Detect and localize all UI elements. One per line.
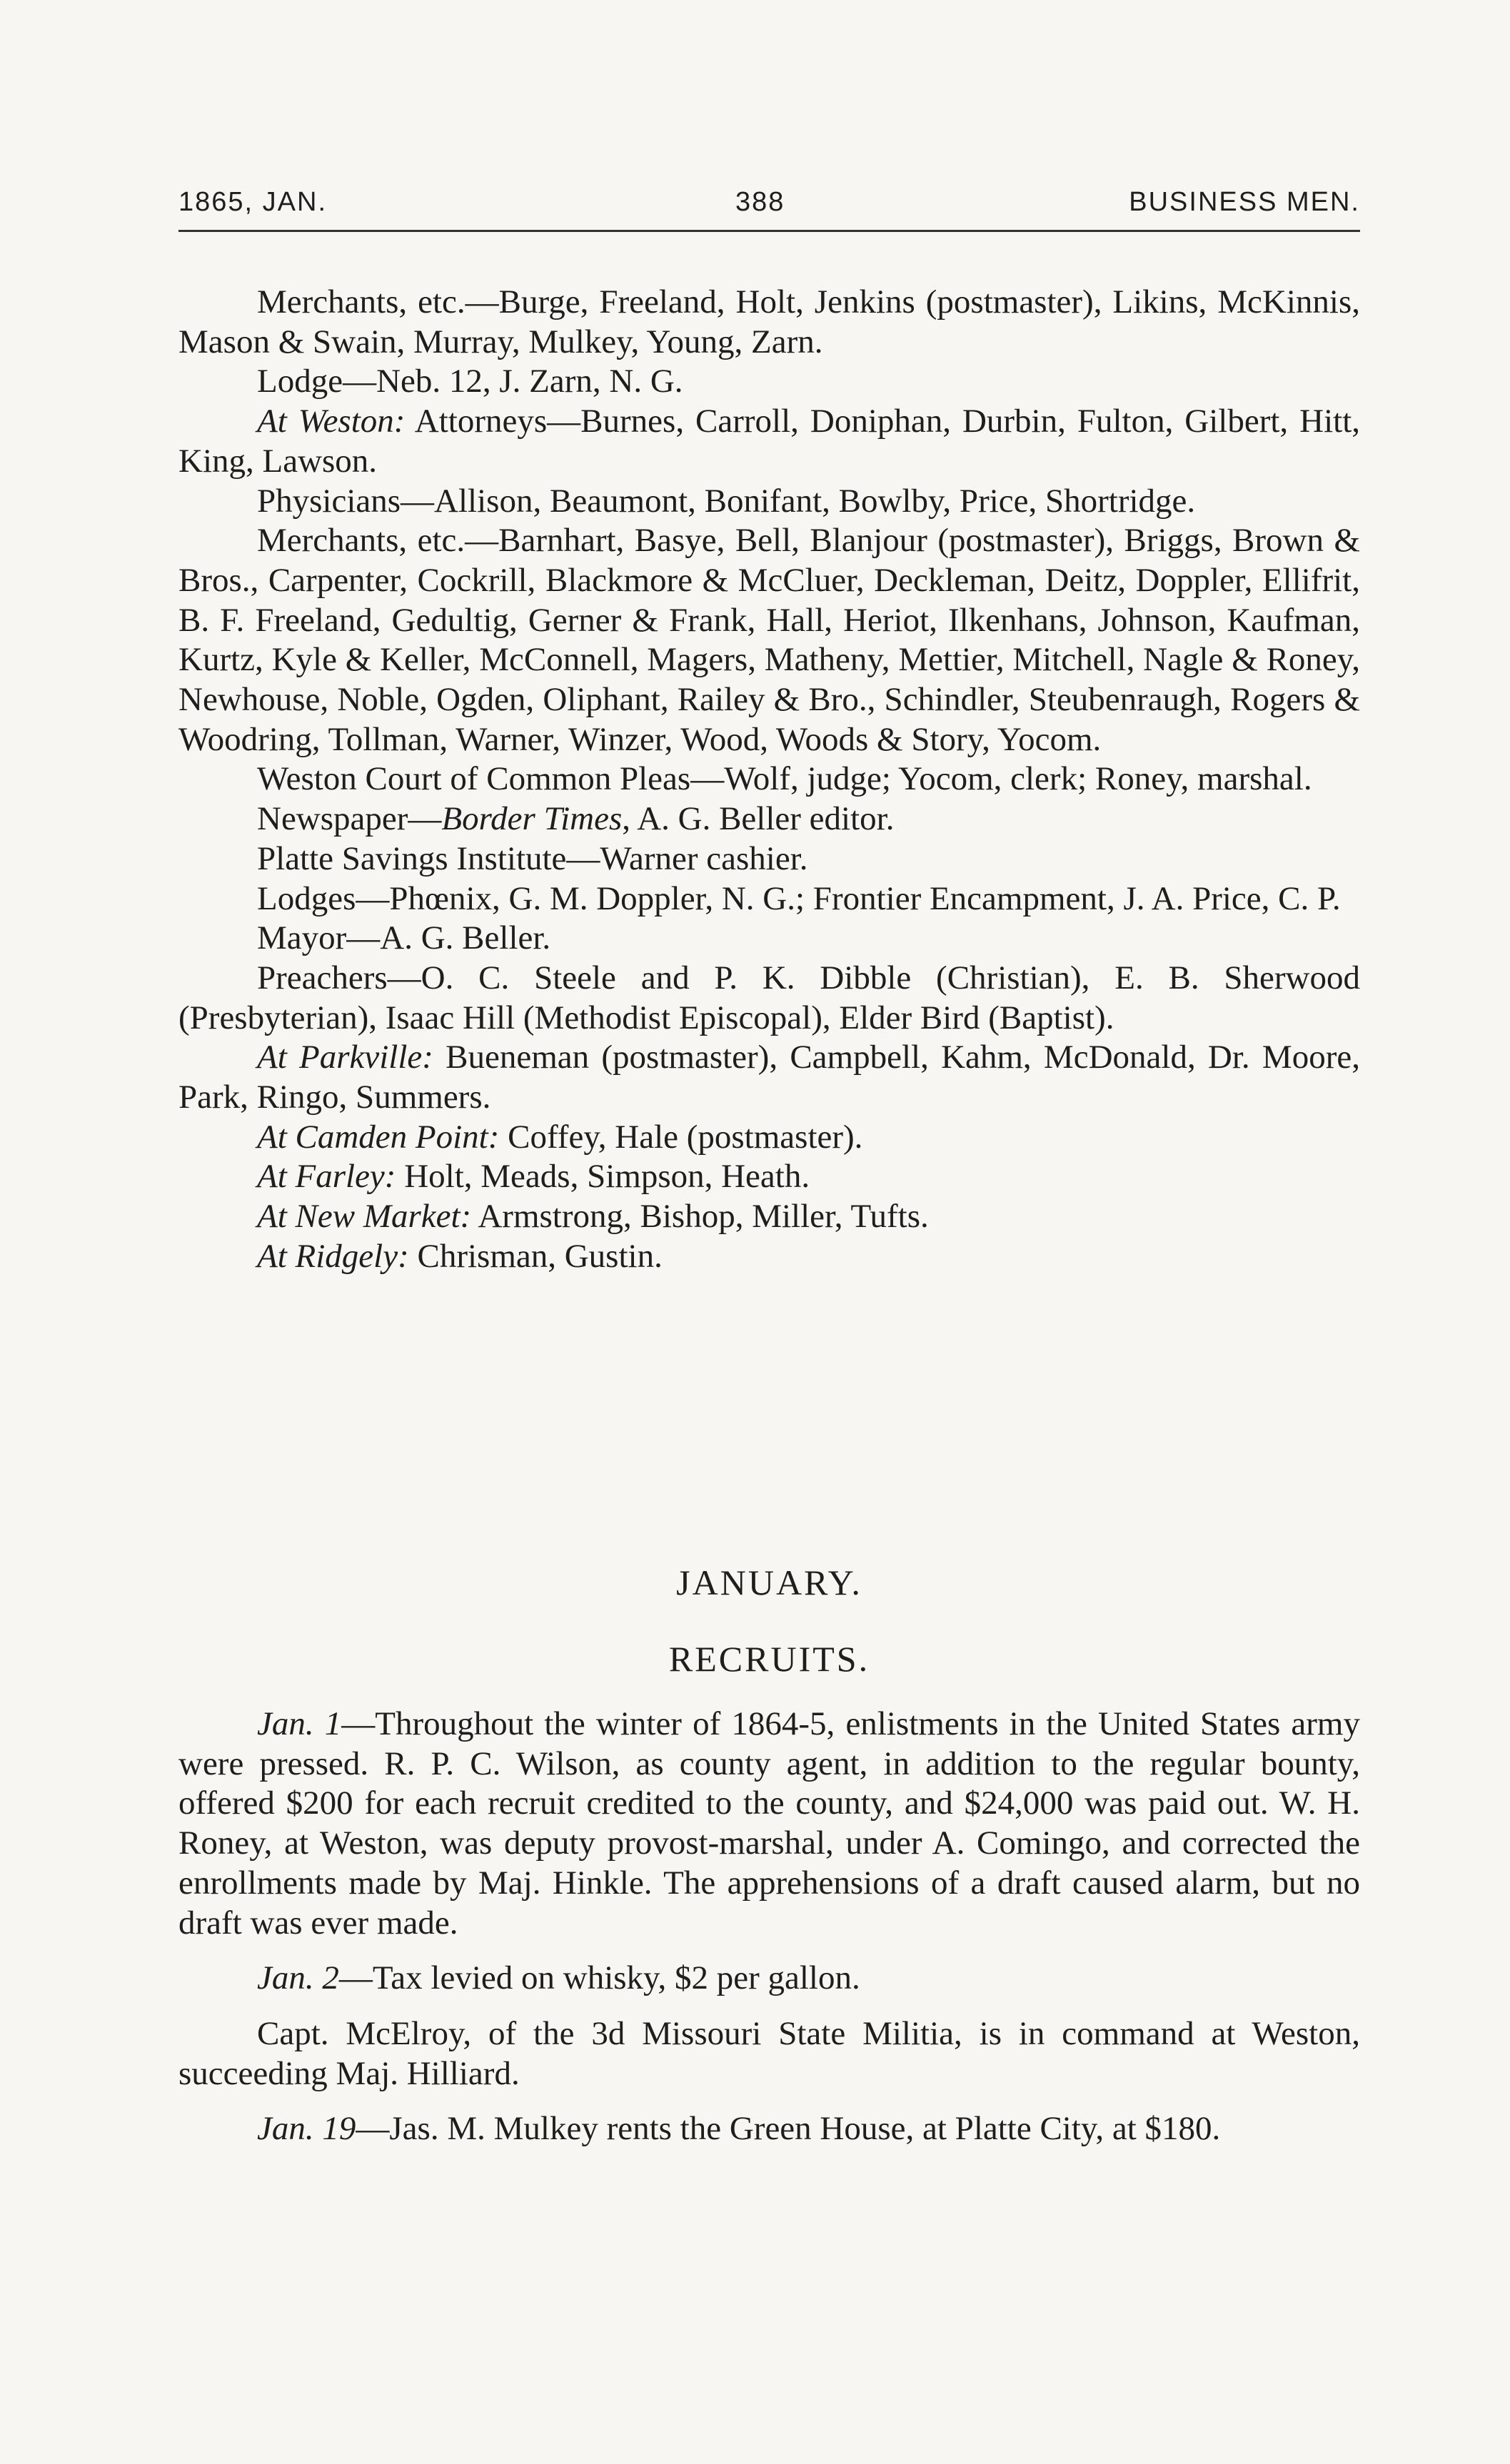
place-label: At Weston: bbox=[257, 403, 406, 440]
month-heading: JANUARY. bbox=[676, 1562, 862, 1602]
paragraph-farley: At Farley: Holt, Meads, Simpson, Heath. bbox=[257, 1158, 810, 1196]
paragraph-weston-attorneys: At Weston: Attorneys—Burnes, Carroll, Doniphan, Durbin, Fulton, Gilbert, Hitt, King, Lawson. bbox=[178, 403, 1361, 480]
paragraph-weston-court: Weston Court of Common Pleas—Wolf, judge; Yocom, clerk; Roney, marshal. bbox=[257, 760, 1312, 798]
recruits-entries bbox=[178, 1705, 1360, 2149]
entry-jan-19: Jan. 19—Jas. M. Mulkey rents the Green House, at Platte City, at $180. bbox=[257, 2110, 1221, 2148]
place-label: At New Market: bbox=[257, 1198, 472, 1236]
paragraph-parkville: At Parkville: Bueneman (postmaster), Campbell, Kahm, McDonald, Dr. Moore, Park, Ringo, Summers. bbox=[178, 1039, 1360, 1116]
paragraph-preachers: Preachers—O. C. Steele and P. K. Dibble (Christian), E. B. Sherwood (Presbyterian), Isaac Hill (Methodist Episcopal), Elder Bird (Baptist). bbox=[178, 959, 1360, 1036]
paragraph-merchants-platte-city: Merchants, etc.—Burge, Freeland, Holt, Jenkins (postmaster), Likins, McKinnis, Mason & Swain, Murray, Mulkey, Young, Zarn. bbox=[178, 283, 1360, 360]
paragraph-new-market: At New Market: Armstrong, Bishop, Miller, Tufts. bbox=[257, 1198, 929, 1236]
entry-date: Jan. 1 bbox=[257, 1705, 342, 1742]
entry-jan-1: Jan. 1—Throughout the winter of 1864-5, enlistments in the United States army were pressed. R. P. C. Wilson, as county agent, in addition to the regular bounty, offered $200 for each recruit credited to the county, and $24,000 was paid out. W. H. Roney, at Weston, was deputy provost-marshal, under A. Comingo, and corrected the enrollments made by Maj. Hinkle. The apprehensions of a draft caused alarm, but no draft was ever made. bbox=[178, 1705, 1360, 1942]
header-date: 1865, JAN. bbox=[178, 187, 327, 217]
place-label: At Ridgely: bbox=[257, 1237, 409, 1275]
entry-jan-2: Jan. 2—Tax levied on whisky, $2 per gallon. bbox=[257, 1959, 860, 1997]
entry-mcelroy: Capt. McElroy, of the 3d Missouri State Militia, is in command at Weston, succeeding Maj. Hilliard. bbox=[178, 2014, 1360, 2092]
paragraph-mayor: Mayor—A. G. Beller. bbox=[257, 919, 551, 957]
entry-date: Jan. 19 bbox=[257, 2110, 356, 2148]
paragraph-ridgely: At Ridgely: Chrisman, Gustin. bbox=[257, 1237, 663, 1275]
header-rule bbox=[178, 230, 1360, 232]
paragraph-weston-physicians: Physicians—Allison, Beaumont, Bonifant, Bowlby, Price, Shortridge. bbox=[257, 482, 1196, 520]
business-men-listing bbox=[178, 283, 1360, 1277]
place-label: At Farley: bbox=[257, 1158, 396, 1196]
paragraph-lodges: Lodges—Phœnix, G. M. Doppler, N. G.; Frontier Encampment, J. A. Price, C. P. bbox=[257, 879, 1341, 917]
entry-date: Jan. 2 bbox=[257, 1959, 339, 1997]
page-number: 388 bbox=[735, 187, 785, 217]
paragraph-weston-merchants: Merchants, etc.—Barnhart, Basye, Bell, Blanjour (postmaster), Briggs, Brown & Bros., Carpenter, Cockrill, Blackmore & McCluer, Deckleman, Deitz, Doppler, Ellifrit, B. F. Freeland, Gedultig, Gerner & Frank, Hall, Heriot, Ilkenhans, Johnson, Kaufman, Kurtz, Kyle & Keller, McConnell, Magers, Matheny, Mettier, Mitchell, Nagle & Roney, Newhouse, Noble, Ogden, Oliphant, Railey & Bro., Schindler, Steubenraugh, Rogers & Woodring, Tollman, Warner, Winzer, Wood, Woods & Story, Yocom. bbox=[178, 522, 1360, 758]
paragraph-newspaper: Newspaper—Border Times, A. G. Beller editor. bbox=[257, 800, 895, 838]
place-label: At Camden Point: bbox=[257, 1118, 500, 1156]
paragraph-lodge: Lodge—Neb. 12, J. Zarn, N. G. bbox=[257, 363, 683, 400]
paragraph-camden-point: At Camden Point: Coffey, Hale (postmaster). bbox=[257, 1118, 863, 1156]
section-heading: RECRUITS. bbox=[668, 1639, 870, 1679]
paragraph-savings-institute: Platte Savings Institute—Warner cashier. bbox=[257, 839, 808, 877]
newspaper-title: Border Times bbox=[441, 800, 623, 838]
header-section-title: BUSINESS MEN. bbox=[1129, 187, 1360, 217]
place-label: At Parkville: bbox=[257, 1039, 433, 1076]
